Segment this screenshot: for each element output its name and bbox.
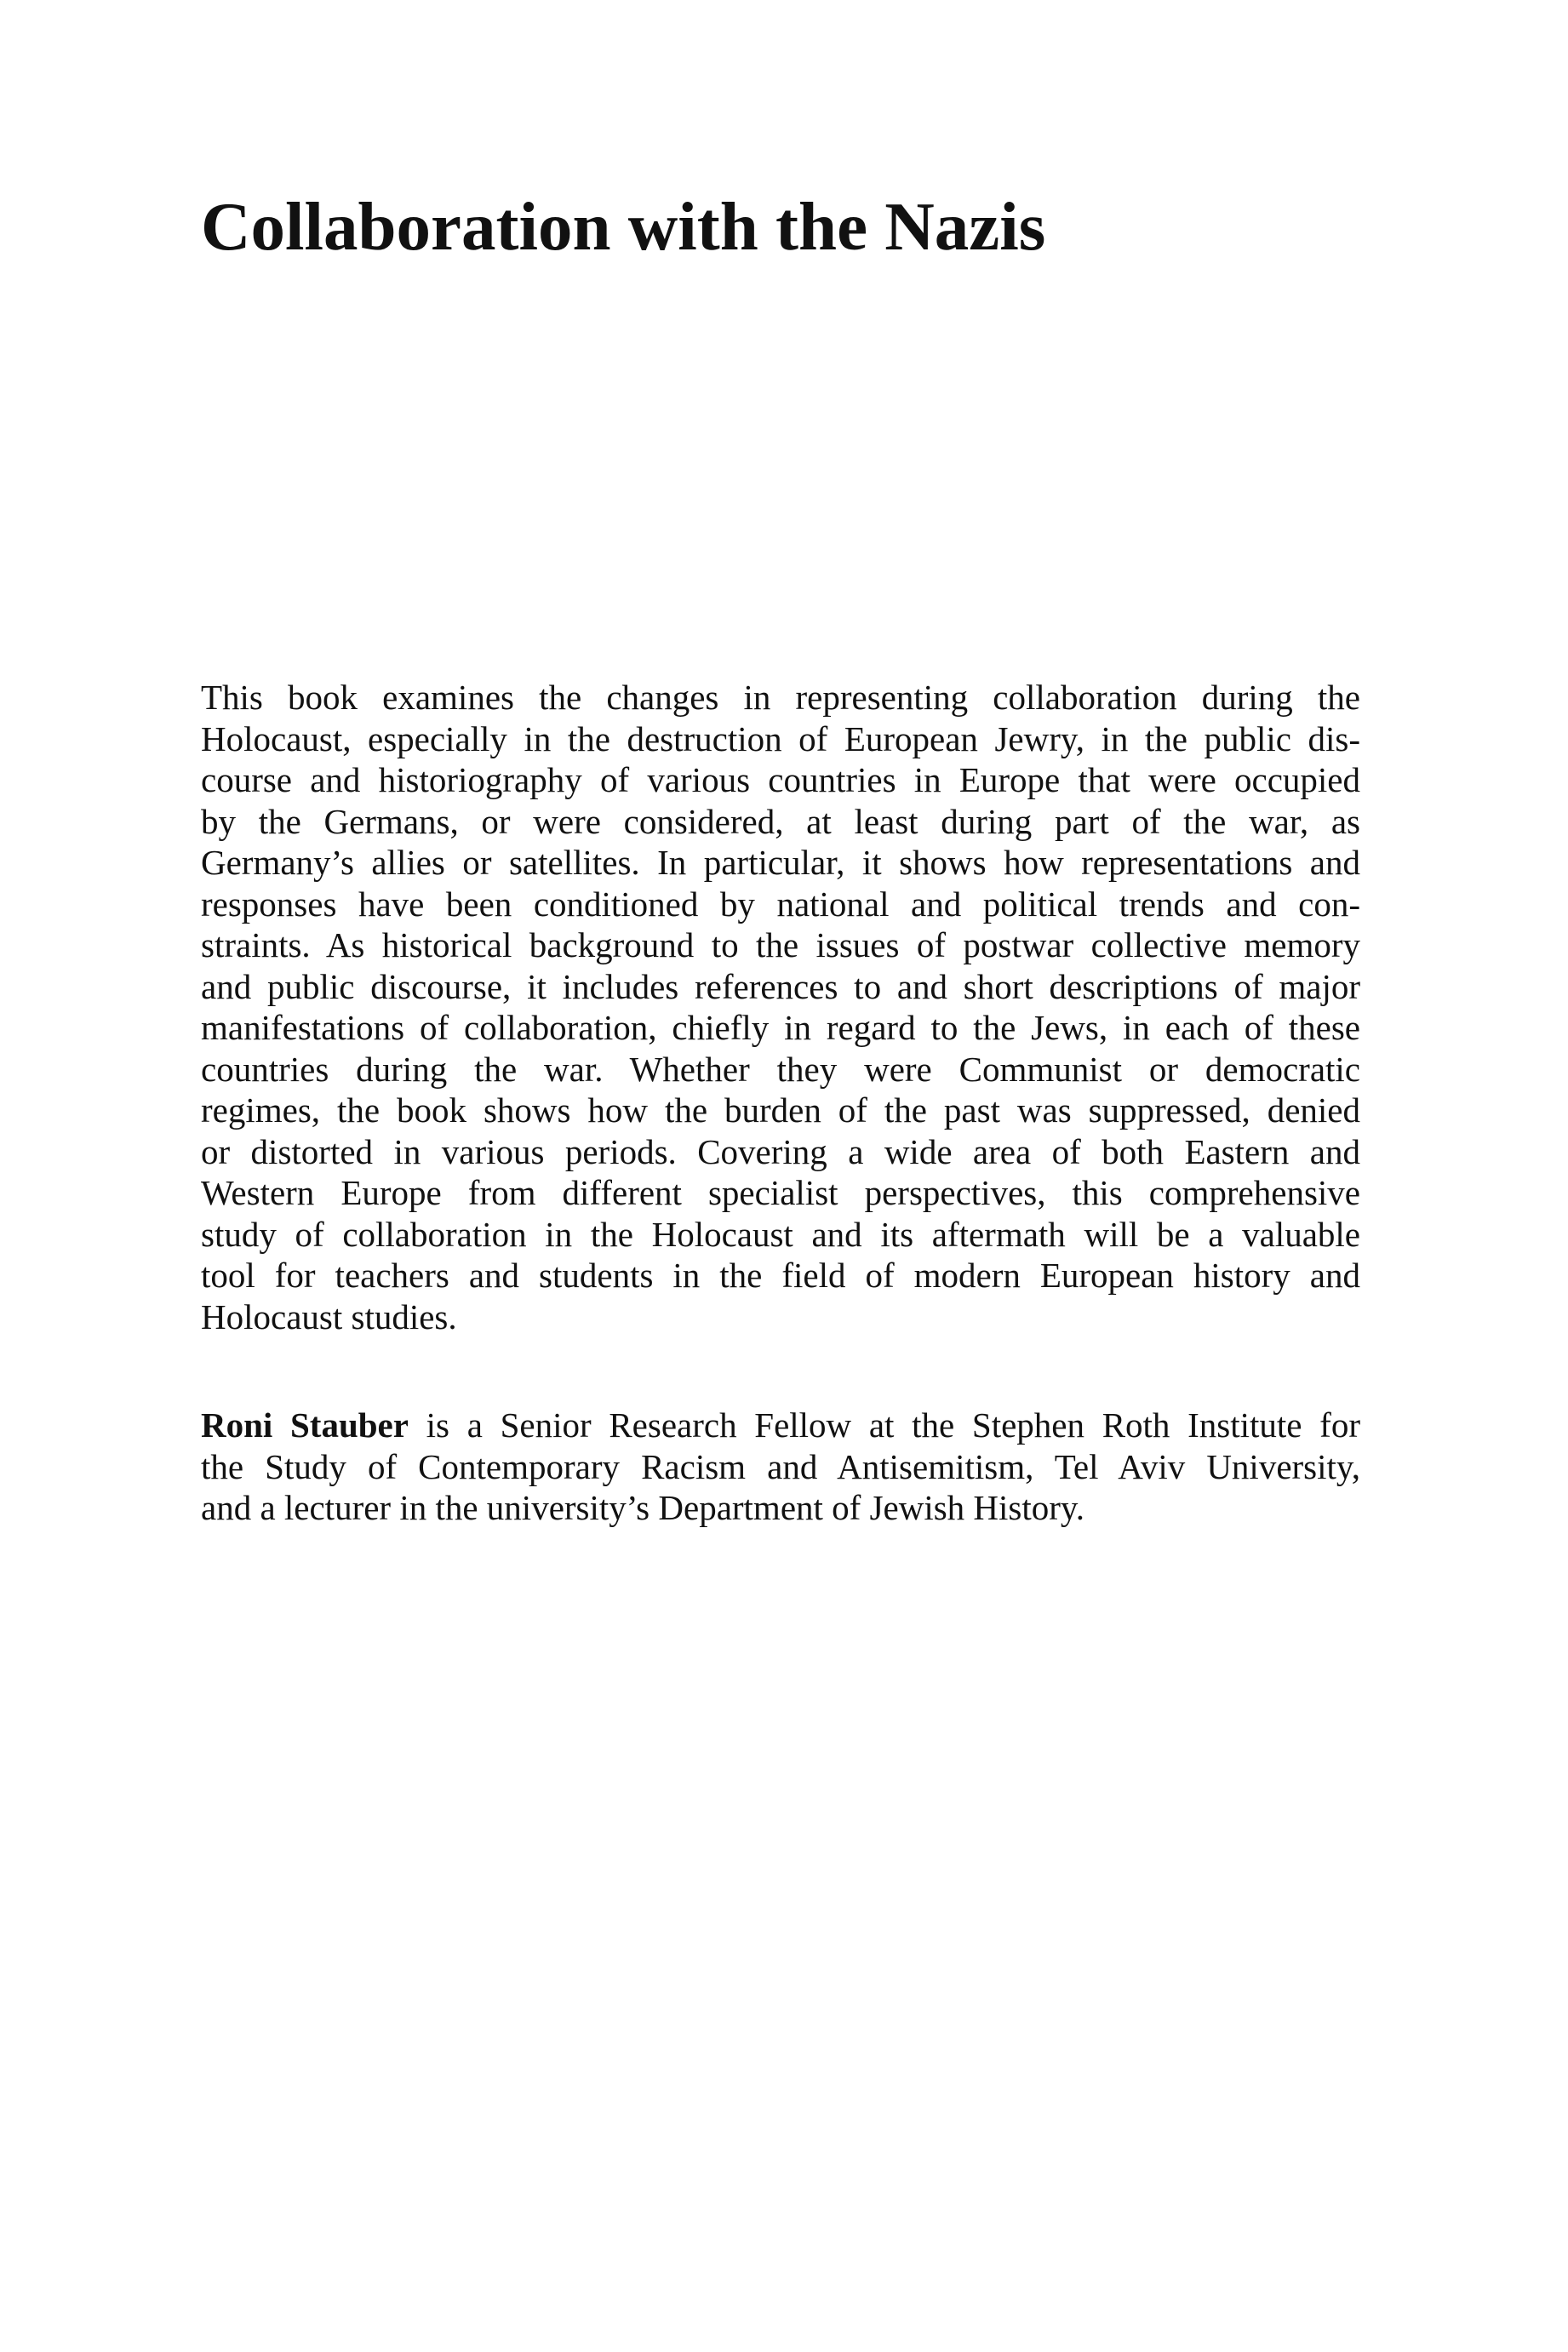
- description-line: study of collaboration in the Holocaust and its aftermath will be a valuable: [201, 1214, 1360, 1254]
- description-line: countries during the war. Whether they were Communist or democratic: [201, 1049, 1360, 1089]
- description-line: responses have been conditioned by national and political trends and con-: [201, 884, 1360, 924]
- description-line: Holocaust studies.: [201, 1296, 457, 1336]
- author-bio-line: and a lecturer in the university’s Department of Jewish History.: [201, 1488, 1085, 1527]
- author-bio-line: [201, 1405, 1360, 1446]
- description-line: straints. As historical background to the issues of postwar collective memory: [201, 925, 1360, 964]
- description-line: manifestations of collaboration, chiefly in regard to the Jews, in each of these: [201, 1008, 1360, 1047]
- author-bio: [201, 1405, 1360, 1529]
- book-description: [201, 677, 1360, 1337]
- description-line: Holocaust, especially in the destruction of European Jewry, in the public dis-: [201, 718, 1360, 758]
- description-line: Western Europe from different specialist perspectives, this comprehensive: [201, 1173, 1360, 1212]
- book-title: Collaboration with the Nazis: [201, 188, 1046, 265]
- description-line: This book examines the changes in representing collaboration during the: [201, 678, 1360, 717]
- author-bio-line: the Study of Contemporary Racism and Antisemitism, Tel Aviv University,: [201, 1446, 1360, 1486]
- description-line: tool for teachers and students in the field of modern European history and: [201, 1256, 1360, 1295]
- description-line: Germany’s allies or satellites. In particular, it shows how representations and: [201, 843, 1360, 882]
- description-line: regimes, the book shows how the burden of the past was suppressed, denied: [201, 1090, 1360, 1130]
- description-line: and public discourse, it includes references to and short descriptions of major: [201, 966, 1360, 1006]
- description-line: course and historiography of various countries in Europe that were occupied: [201, 760, 1360, 799]
- description-line: or distorted in various periods. Covering a wide area of both Eastern and: [201, 1131, 1360, 1171]
- author-bio-text: is a Senior Research Fellow at the Stephen Roth Institute for: [426, 1405, 1360, 1445]
- author-name: Roni Stauber: [201, 1405, 409, 1445]
- description-line: by the Germans, or were considered, at least during part of the war, as: [201, 801, 1360, 841]
